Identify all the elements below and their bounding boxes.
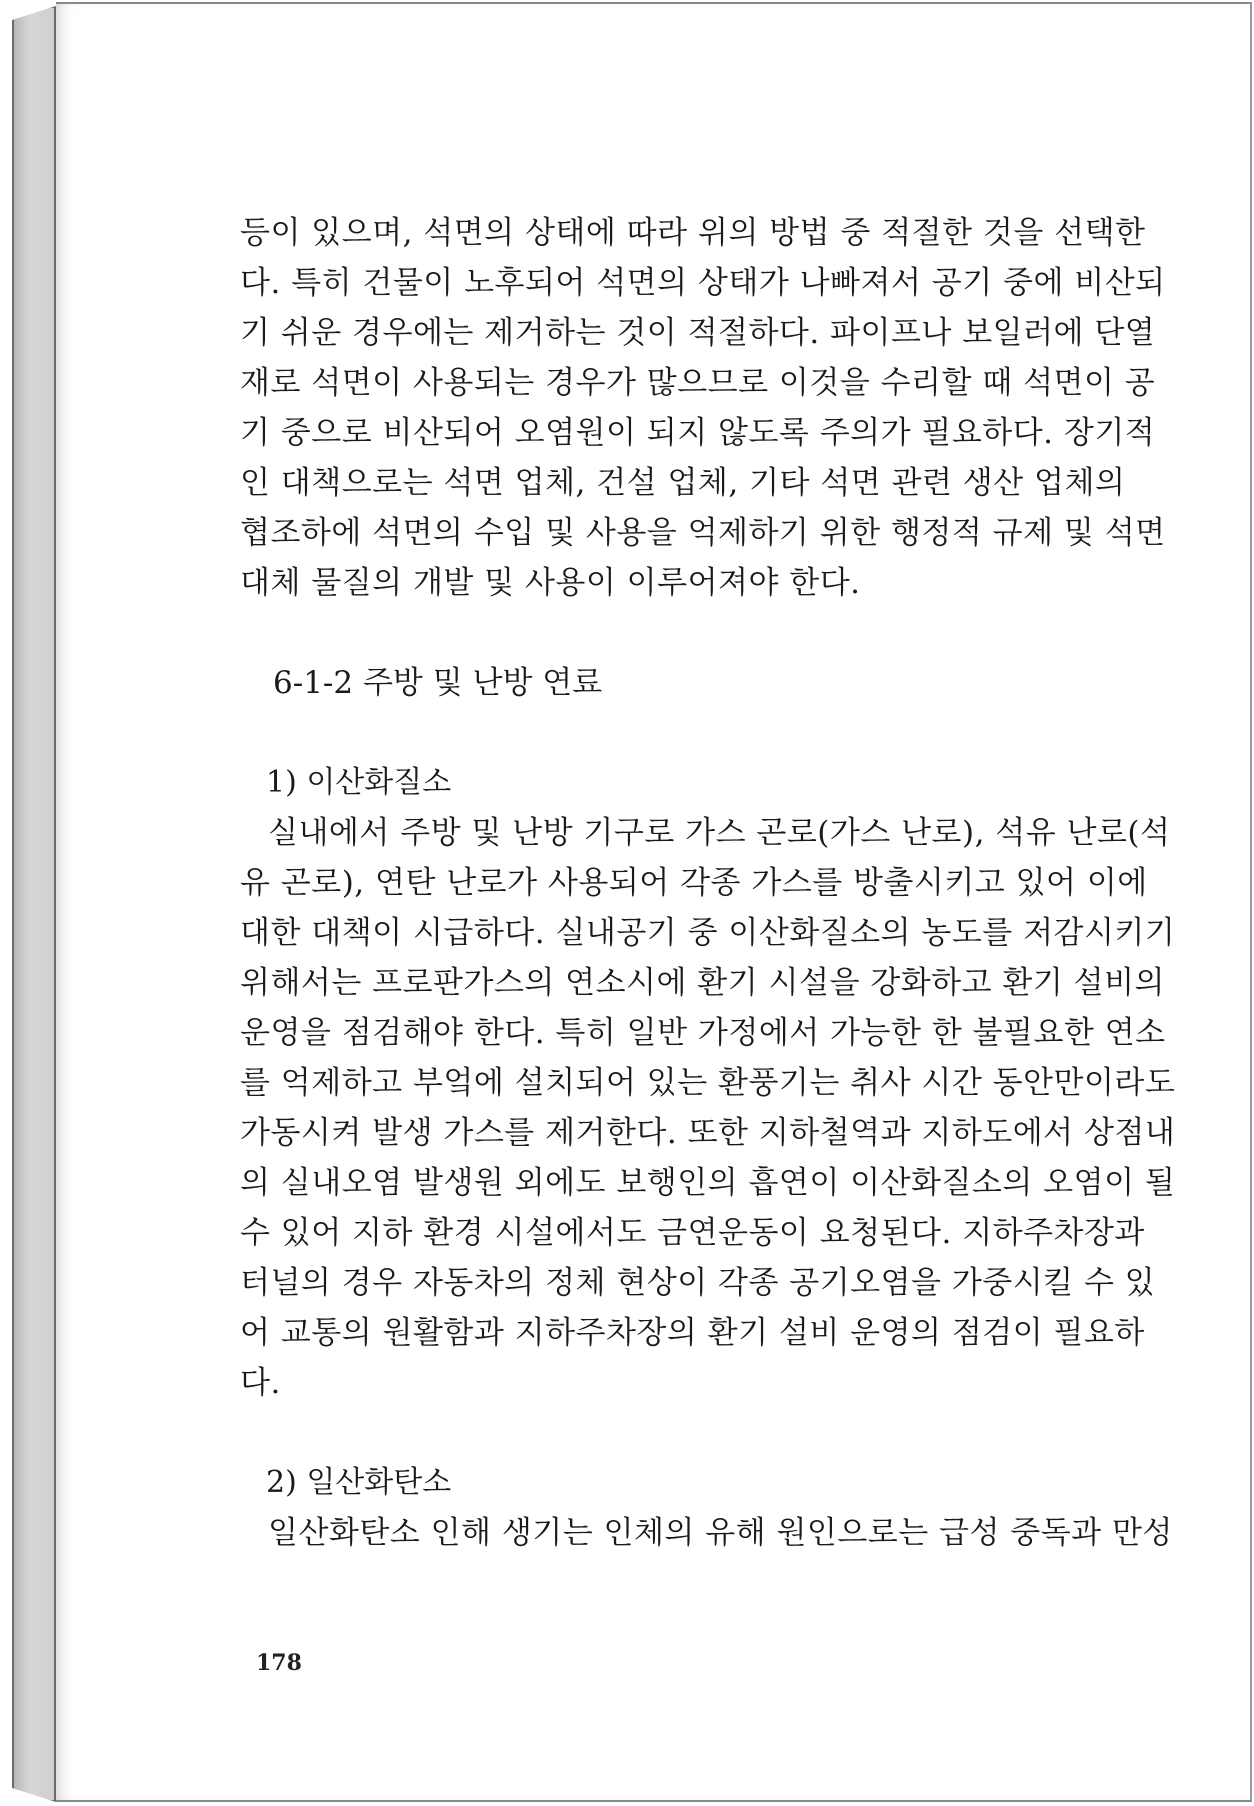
text-line: 등이 있으며, 석면의 상태에 따라 위의 방법 중 적절한 것을 선택한 bbox=[240, 215, 1146, 251]
book-spine bbox=[12, 6, 56, 1802]
text-line: 의 실내오염 발생원 외에도 보행인의 흡연이 이산화질소의 오염이 될 bbox=[240, 1165, 1176, 1201]
text-line: 위해서는 프로판가스의 연소시에 환기 시설을 강화하고 환기 설비의 bbox=[240, 965, 1165, 1001]
paragraph-carbon-monoxide bbox=[240, 1508, 1173, 1558]
page-number: 178 bbox=[256, 1650, 302, 1676]
text-line: 유 곤로), 연탄 난로가 사용되어 각종 가스를 방출시키고 있어 이에 bbox=[240, 865, 1148, 901]
text-line: 를 억제하고 부엌에 설치되어 있는 환풍기는 취사 시간 동안만이라도 bbox=[240, 1065, 1176, 1101]
text-line: 수 있어 지하 환경 시설에서도 금연운동이 요청된다. 지하주차장과 bbox=[240, 1215, 1145, 1251]
text-line: 가동시켜 발생 가스를 제거한다. 또한 지하철역과 지하도에서 상점내 bbox=[240, 1115, 1176, 1151]
text-line: 협조하에 석면의 수입 및 사용을 억제하기 위한 행정적 규제 및 석면 bbox=[240, 515, 1166, 551]
text-line: 대체 물질의 개발 및 사용이 이루어져야 한다. bbox=[240, 565, 861, 601]
text-line: 일산화탄소 인해 생기는 인체의 유해 원인으로는 급성 중독과 만성 bbox=[268, 1515, 1173, 1551]
text-line: 대한 대책이 시급하다. 실내공기 중 이산화질소의 농도를 저감시키기 bbox=[240, 915, 1176, 951]
text-line: 다. bbox=[240, 1365, 281, 1401]
text-line: 인 대책으로는 석면 업체, 건설 업체, 기타 석면 관련 생산 업체의 bbox=[240, 465, 1126, 501]
subsection-heading-nitrogen-dioxide: 1) 이산화질소 bbox=[266, 765, 452, 800]
section-heading: 6-1-2 주방 및 난방 연료 bbox=[273, 665, 603, 701]
page-text bbox=[240, 208, 1176, 1558]
paragraph-nitrogen-dioxide bbox=[240, 808, 1176, 1408]
text-line: 실내에서 주방 및 난방 기구로 가스 곤로(가스 난로), 석유 난로(석 bbox=[268, 815, 1171, 851]
text-line: 어 교통의 원활함과 지하주차장의 환기 설비 운영의 점검이 필요하 bbox=[240, 1315, 1145, 1351]
text-line: 재로 석면이 사용되는 경우가 많으므로 이것을 수리할 때 석면이 공 bbox=[240, 365, 1156, 401]
text-line: 다. 특히 건물이 노후되어 석면의 상태가 나빠져서 공기 중에 비산되 bbox=[240, 265, 1166, 301]
paragraph-asbestos-measures bbox=[240, 208, 1166, 608]
text-line: 기 쉬운 경우에는 제거하는 것이 적절하다. 파이프나 보일러에 단열 bbox=[240, 315, 1156, 351]
text-line: 터널의 경우 자동차의 정체 현상이 각종 공기오염을 가중시킬 수 있 bbox=[240, 1265, 1156, 1301]
subsection-heading-carbon-monoxide: 2) 일산화탄소 bbox=[266, 1465, 452, 1500]
text-line: 기 중으로 비산되어 오염원이 되지 않도록 주의가 필요하다. 장기적 bbox=[240, 415, 1156, 451]
text-line: 운영을 점검해야 한다. 특히 일반 가정에서 가능한 한 불필요한 연소 bbox=[240, 1015, 1166, 1051]
